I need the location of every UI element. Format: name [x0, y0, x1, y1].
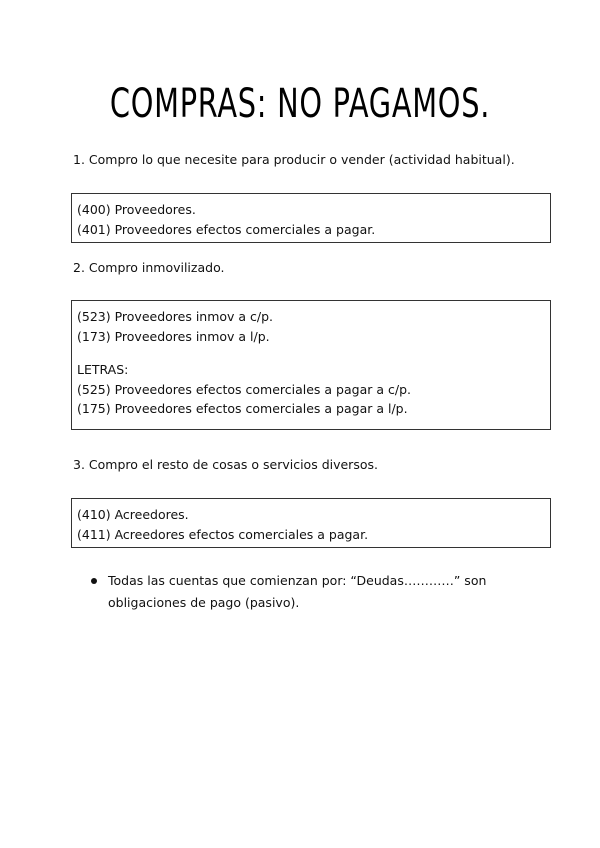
- section-2-box: [71, 300, 551, 430]
- note-text: Todas las cuentas que comienzan por: “Deudas…………” son obligaciones de pago (pasivo).: [108, 573, 487, 610]
- account-525: (525) Proveedores efectos comerciales a pagar a c/p.: [77, 381, 411, 397]
- bullet-icon: [91, 578, 97, 584]
- section-3-box: [71, 498, 551, 548]
- letras-label: LETRAS:: [77, 362, 129, 377]
- section-3-heading: 3. Compro el resto de cosas o servicios diversos.: [73, 457, 378, 472]
- section-2-heading: 2. Compro inmovilizado.: [73, 260, 225, 275]
- account-523: (523) Proveedores inmov a c/p.: [77, 309, 274, 324]
- account-400: (400) Proveedores.: [77, 202, 196, 217]
- spacer: [77, 346, 550, 360]
- notes-list: [88, 570, 528, 614]
- account-401: (401) Proveedores efectos comerciales a pagar.: [77, 221, 376, 237]
- account-173: (173) Proveedores inmov a l/p.: [77, 328, 270, 344]
- account-175: (175) Proveedores efectos comerciales a pagar a l/p.: [77, 401, 408, 416]
- list-item: [88, 570, 528, 614]
- page-title: COMPRAS: NO PAGAMOS.: [109, 81, 491, 127]
- account-410: (410) Acreedores.: [77, 507, 189, 522]
- section-1-heading: 1. Compro lo que necesite para producir o vender (actividad habitual).: [73, 152, 515, 167]
- section-1-box: [71, 193, 551, 243]
- account-411: (411) Acreedores efectos comerciales a pagar.: [77, 526, 369, 542]
